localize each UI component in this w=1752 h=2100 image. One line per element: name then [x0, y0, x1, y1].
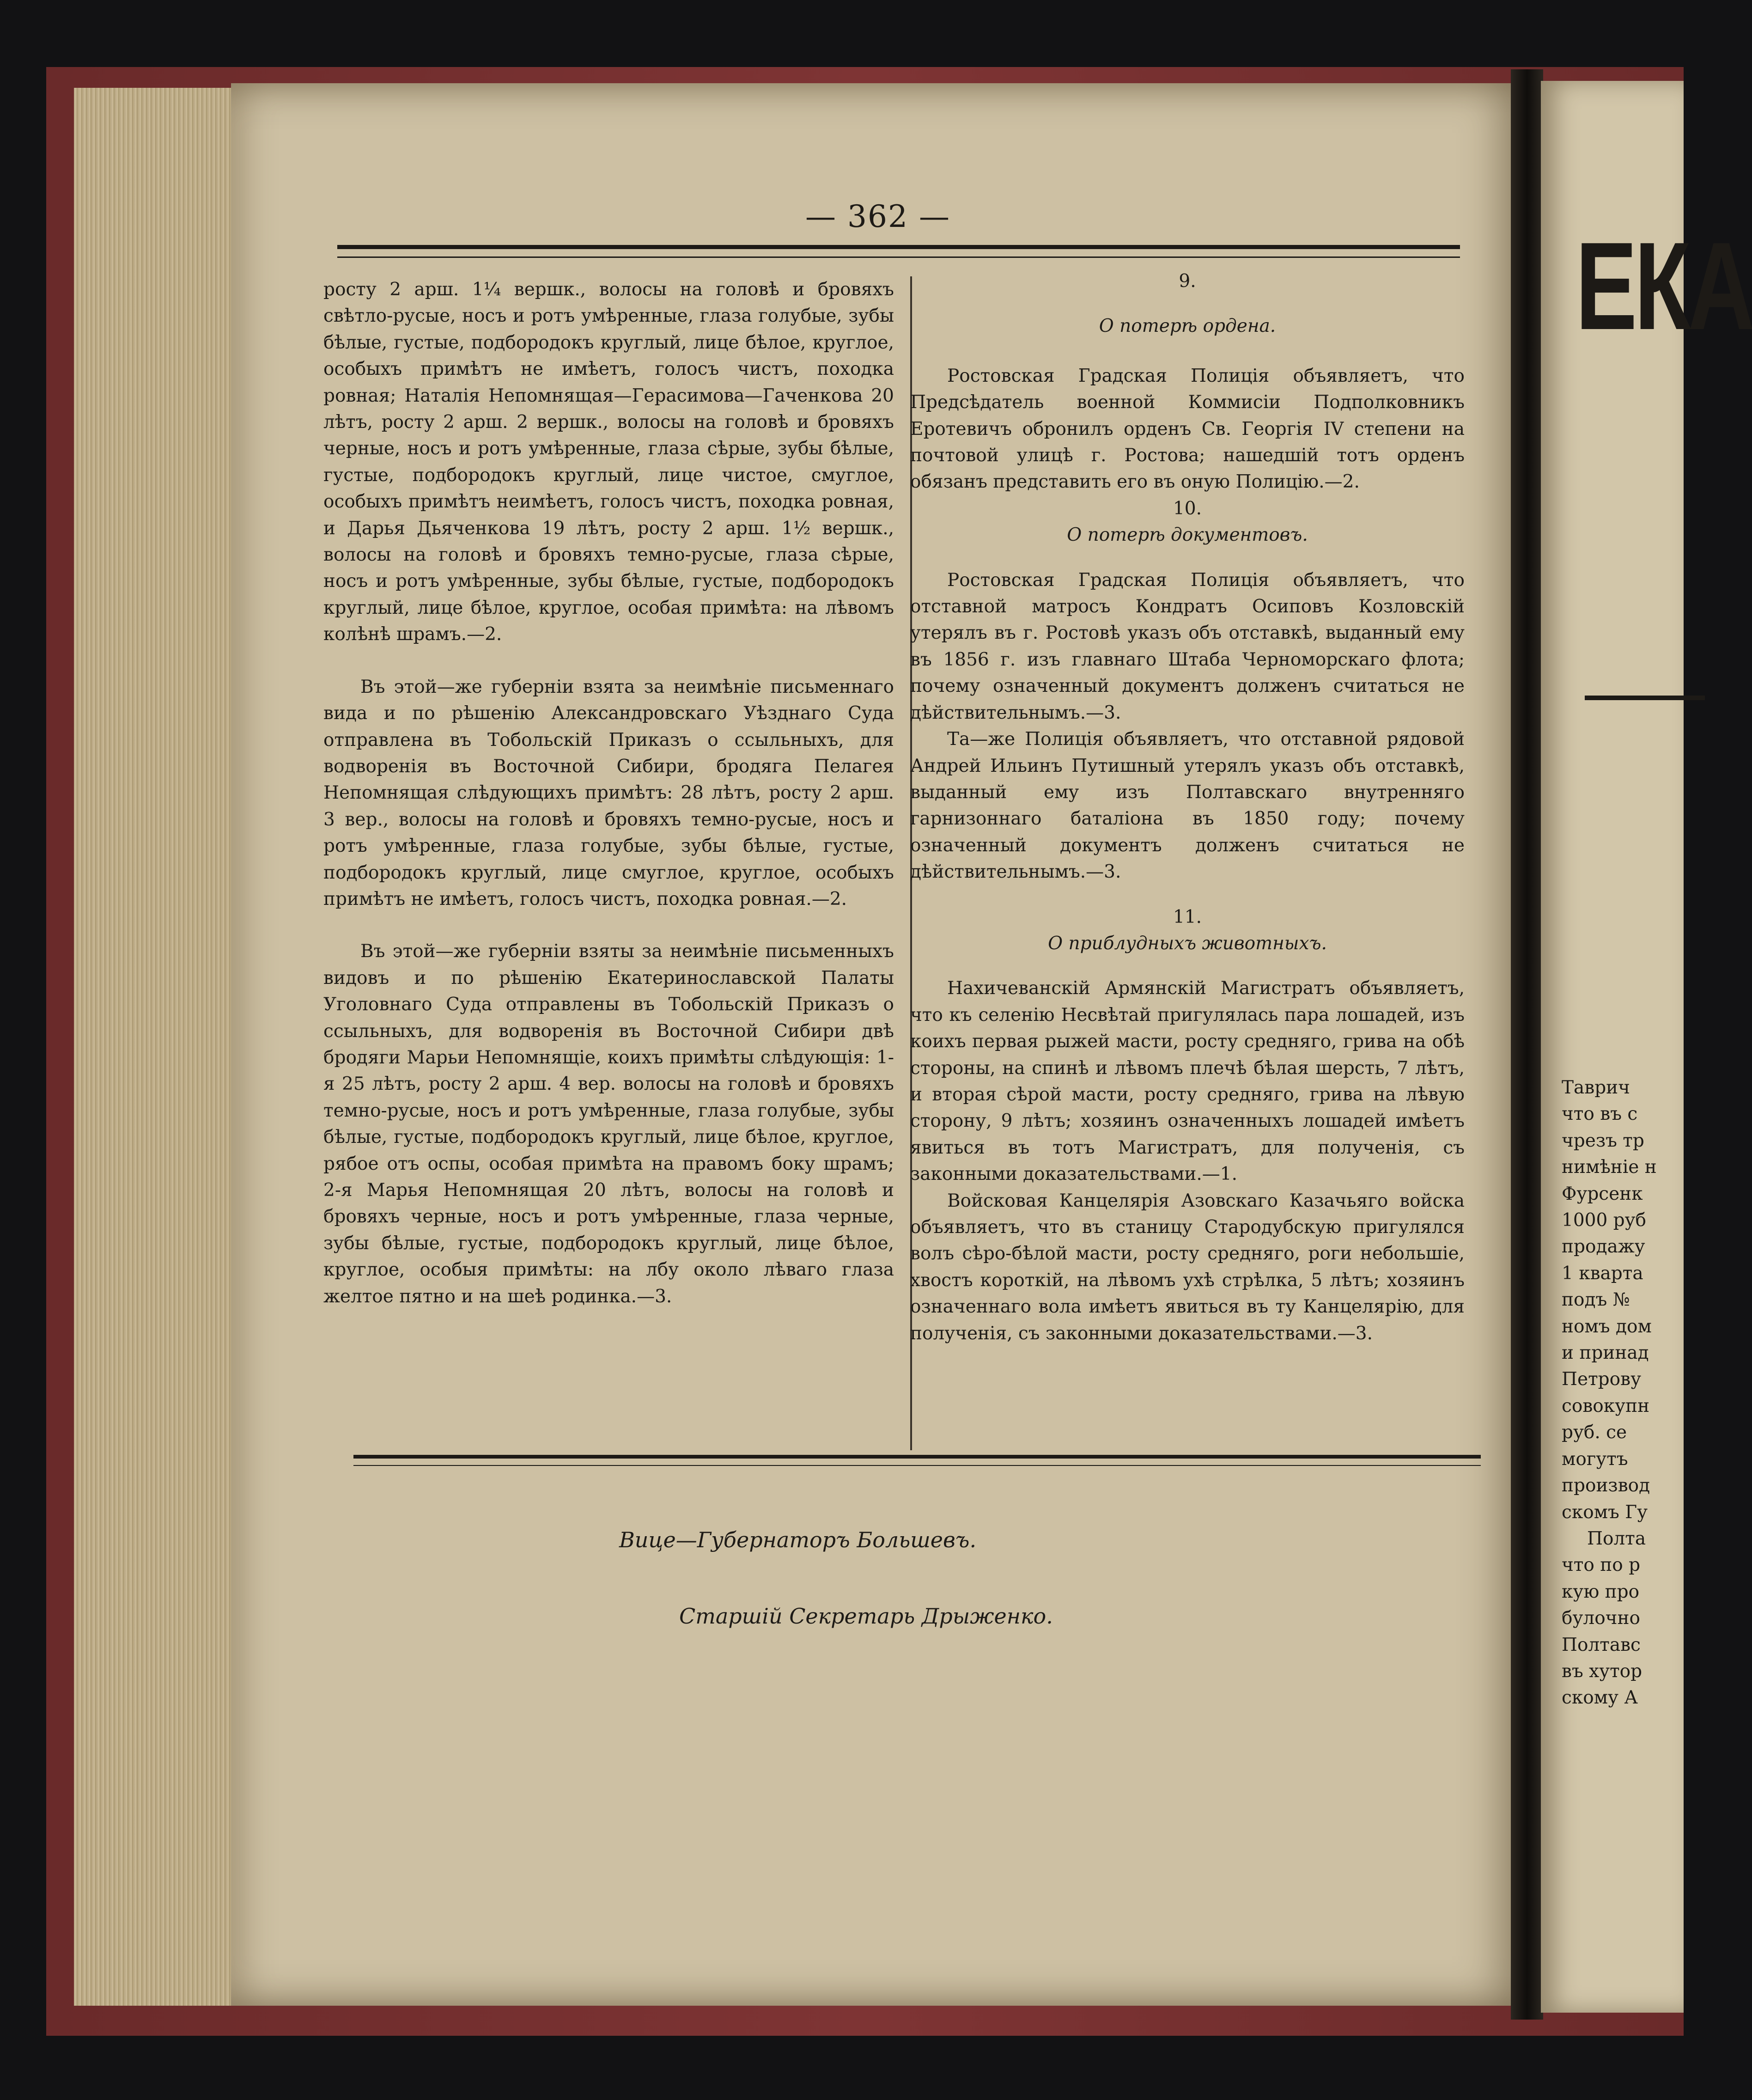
section-9-title: О потерѣ ордена.: [1099, 316, 1276, 337]
left-paragraph-2: Въ этой—же губерніи взята за неимѣніе письменнаго вида и по рѣшенію Александровскаго Уѣзднаго Суда отправлена въ Тобольскій Приказъ о ссыльныхъ, для водворенія въ Восточной Сибири, бродяга Пелагея Непомнящая слѣдующихъ примѣтъ: 28 лѣтъ, росту 2 арш. 3 вер., волосы на головѣ и бровяхъ темно-русые, носъ и ротъ умѣренные, глаза голубые, зубы бѣлые, густые, подбородокъ круглый, лице смуглое, круглое, особыхъ примѣтъ не имѣетъ, голосъ чистъ, походка ровная.—2.: [323, 676, 894, 910]
section-11-title: О приблудныхъ животныхъ.: [1048, 933, 1327, 954]
section-9-number: 9.: [1179, 271, 1196, 292]
right-page-line: 1000 руб: [1562, 1210, 1647, 1231]
left-paragraph-3: Въ этой—же губерніи взяты за неимѣніе письменныхъ видовъ и по рѣшенію Екатеринославской Палаты Уголовнаго Суда отправлены въ Тобольскій Приказъ о ссыльныхъ, для водворенія въ Восточной Сибири двѣ бродяги Марьи Непомнящіе, коихъ примѣты слѣдующія: 1-я 25 лѣтъ, росту 2 арш. 4 вер. волосы на головѣ и бровяхъ темно-русые, носъ и ротъ умѣренные, глаза голубые, зубы бѣлые, густые, подбородокъ круглый, лице бѣлое, круглое, рябое отъ оспы, особая примѣта на правомъ боку шрамъ; 2-я Марья Непомнящая 20 лѣтъ, волосы на головѣ и бровяхъ черные, носъ и ротъ умѣренные, глаза черные, зубы бѣлые, густые, подбородокъ круглый, лице бѣлое, круглое, особыя примѣты: на лбу около лѣваго глаза желтое пятно и на шеѣ родинка.—3.: [323, 941, 894, 1307]
right-page-line: Полтавс: [1562, 1634, 1641, 1655]
right-page-line: нимѣніе н: [1562, 1157, 1657, 1178]
book-gutter: [1511, 69, 1543, 2020]
right-page-line: руб. се: [1562, 1422, 1627, 1443]
right-page-line: что по р: [1562, 1555, 1641, 1576]
section-9-paragraph: Ростовская Градская Полиція объявляетъ, что Предсѣдатель военной Коммисіи Подполковникъ Еротевичъ обронилъ орденъ Св. Георгія IV степени на почтовой улицѣ г. Ростова; нашедшій тотъ орденъ обязанъ представить его въ оную Полицію.—2.: [910, 365, 1465, 493]
right-page-rule: [1585, 696, 1705, 700]
right-page-line: чрезъ тр: [1562, 1130, 1644, 1151]
right-page-line: производ: [1562, 1475, 1650, 1496]
section-11-paragraph-1: Нахичеванскій Армянскій Магистратъ объявляетъ, что къ селенію Несвѣтай пригулялась пара лошадей, изъ коихъ первая рыжей масти, росту средняго, грива на обѣ стороны, на спинѣ и лѣвомъ плечѣ бѣлая шерсть, 7 лѣтъ, и вторая сѣрой масти, росту средняго, грива на лѣвую сторону, 9 лѣтъ; хозяинъ означенныхъ лошадей имѣетъ явиться въ тотъ Магистратъ, для полученія, съ законными доказательствами.—1.: [910, 978, 1465, 1185]
right-page-line: Петрову: [1562, 1369, 1642, 1390]
section-10-number: 10.: [1173, 498, 1202, 519]
right-page-line: скому А: [1562, 1687, 1638, 1709]
section-10-title: О потерѣ документовъ.: [1067, 525, 1308, 546]
section-11-paragraph-2: Войсковая Канцелярія Азовскаго Казачьяго войска объявляетъ, что въ станицу Стародубскую пригулялся волъ сѣро-бѣлой масти, росту средняго, роги небольшіе, хвостъ короткій, на лѣвомъ ухѣ стрѣлка, 5 лѣтъ; хозяинъ означеннаго вола имѣетъ явиться въ ту Канцелярію, для полученія, съ законными доказательствами.—3.: [910, 1190, 1465, 1344]
right-page: [1541, 81, 1752, 2013]
vice-governor-signature: Вице—Губернаторъ Большевъ.: [619, 1527, 977, 1552]
right-page-line: кую про: [1562, 1581, 1640, 1602]
bottom-rule: [353, 1455, 1481, 1466]
header-rule: [337, 245, 1460, 258]
page-number: — 362 —: [805, 199, 950, 234]
section-11-number: 11.: [1173, 906, 1202, 928]
page-edges: [74, 88, 236, 2006]
left-paragraph-1: росту 2 арш. 1¼ вершк., волосы на головѣ и бровяхъ свѣтло-русые, носъ и ротъ умѣренные, глаза голубые, зубы бѣлые, густые, подбородокъ круглый, лице бѣлое, круглое, особыхъ примѣтъ не имѣетъ, голосъ чистъ, походка ровная; Наталія Непомнящая—Герасимова—Гаченкова 20 лѣтъ, росту 2 арш. 2 вершк., волосы на головѣ и бровяхъ черные, носъ и ротъ умѣренные, глаза сѣрые, зубы бѣлые, густые, подбородокъ круглый, лице чистое, смуглое, особыхъ примѣтъ неимѣетъ, голосъ чистъ, походка ровная, и Дарья Дьяченкова 19 лѣтъ, росту 2 арш. 1½ вершк., волосы на головѣ и бровяхъ темно-русые, глаза сѣрые, носъ и ротъ умѣренные, зубы бѣлые, густые, подбородокъ круглый, лице бѣлое, круглое, особая примѣта: на лѣвомъ колѣнѣ шрамъ.—2.: [323, 279, 894, 645]
right-column: [910, 268, 1465, 1347]
right-page-heading: ЕКА: [1576, 217, 1752, 356]
right-page-line: номъ дом: [1562, 1316, 1652, 1337]
right-page-line: и принад: [1562, 1343, 1649, 1364]
right-page-text: [1562, 1074, 1657, 1711]
right-page-line: Фурсенк: [1562, 1183, 1643, 1204]
section-10-paragraph-2: Та—же Полиція объявляетъ, что отставной рядовой Андрей Ильинъ Путишный утерялъ указъ объ отставкѣ, выданный ему изъ Полтавскаго внутренняго гарнизоннаго баталіона въ 1850 году; почему означенный документъ долженъ считаться не дѣйствительнымъ.—3.: [910, 729, 1465, 883]
right-page-line: скомъ Гу: [1562, 1502, 1648, 1523]
right-page-line: совокупн: [1562, 1395, 1650, 1416]
right-page-line: 1 кварта: [1562, 1263, 1643, 1284]
left-column: [323, 276, 894, 1310]
section-10-paragraph-1: Ростовская Градская Полиція объявляетъ, что отставной матросъ Кондратъ Осиповъ Козловскій утерялъ въ г. Ростовѣ указъ объ отставкѣ, выданный ему въ 1856 г. изъ главнаго Штаба Черноморскаго флота; почему означенный документъ долженъ считаться не дѣйствительнымъ.—3.: [910, 569, 1465, 723]
right-page-line: Таврич: [1562, 1077, 1630, 1098]
right-page-line: подъ №: [1562, 1289, 1630, 1311]
right-page-line: въ хутор: [1562, 1660, 1642, 1682]
right-page-line: могутъ: [1562, 1448, 1628, 1470]
right-page-line: продажу: [1562, 1236, 1645, 1258]
right-page-line: что въ с: [1562, 1104, 1638, 1125]
right-page-line: Полта: [1587, 1528, 1646, 1549]
right-page-line: булочно: [1562, 1608, 1640, 1629]
senior-secretary-signature: Старшій Секретарь Дрыженко.: [679, 1604, 1053, 1629]
